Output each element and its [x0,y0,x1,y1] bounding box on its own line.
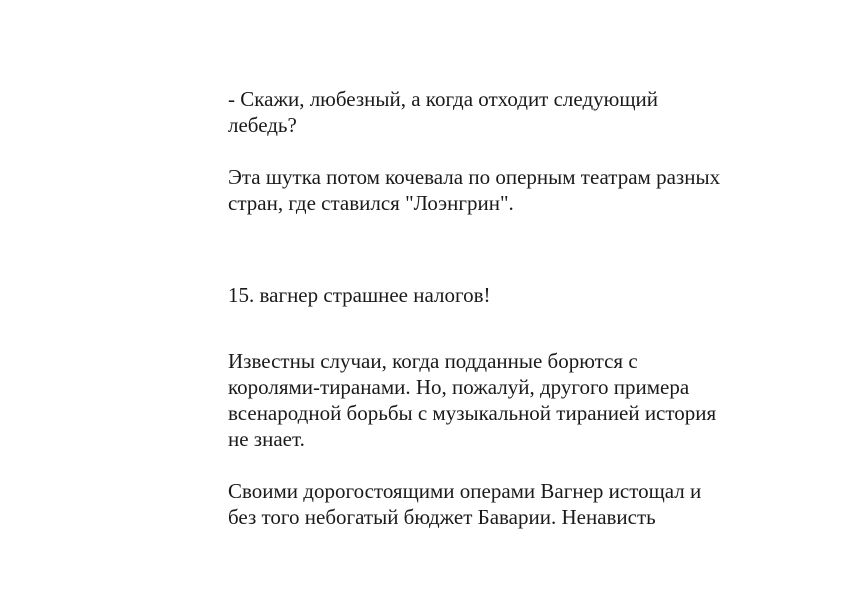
text-line: Известны случаи, когда подданные борются с [228,349,638,373]
struggle-paragraph [228,348,758,452]
text-column [228,86,758,530]
joke-paragraph [228,164,758,216]
section-gap [228,216,758,282]
text-line: королями-тиранами. Но, пожалуй, другого примера [228,375,690,399]
budget-paragraph [228,478,758,530]
dialog-paragraph [228,86,758,138]
paragraph-gap [228,452,758,478]
heading-gap [228,308,758,348]
text-line: Эта шутка потом кочевала по оперным театрам разных [228,165,721,189]
text-line: всенародной борьбы с музыкальной тиранией история [228,401,717,425]
text-line: Своими дорогостоящими операми Вагнер истощал и [228,479,702,503]
text-line: стран, где ставился "Лоэнгрин". [228,191,514,215]
text-line: без того небогатый бюджет Баварии. Ненависть [228,505,656,529]
text-line: лебедь? [228,113,297,137]
paragraph-gap [228,138,758,164]
chapter-heading [228,282,758,308]
heading-line: 15. вагнер страшнее налогов! [228,283,491,307]
text-line: не знает. [228,427,305,451]
text-line: - Скажи, любезный, а когда отходит следующий [228,87,658,111]
